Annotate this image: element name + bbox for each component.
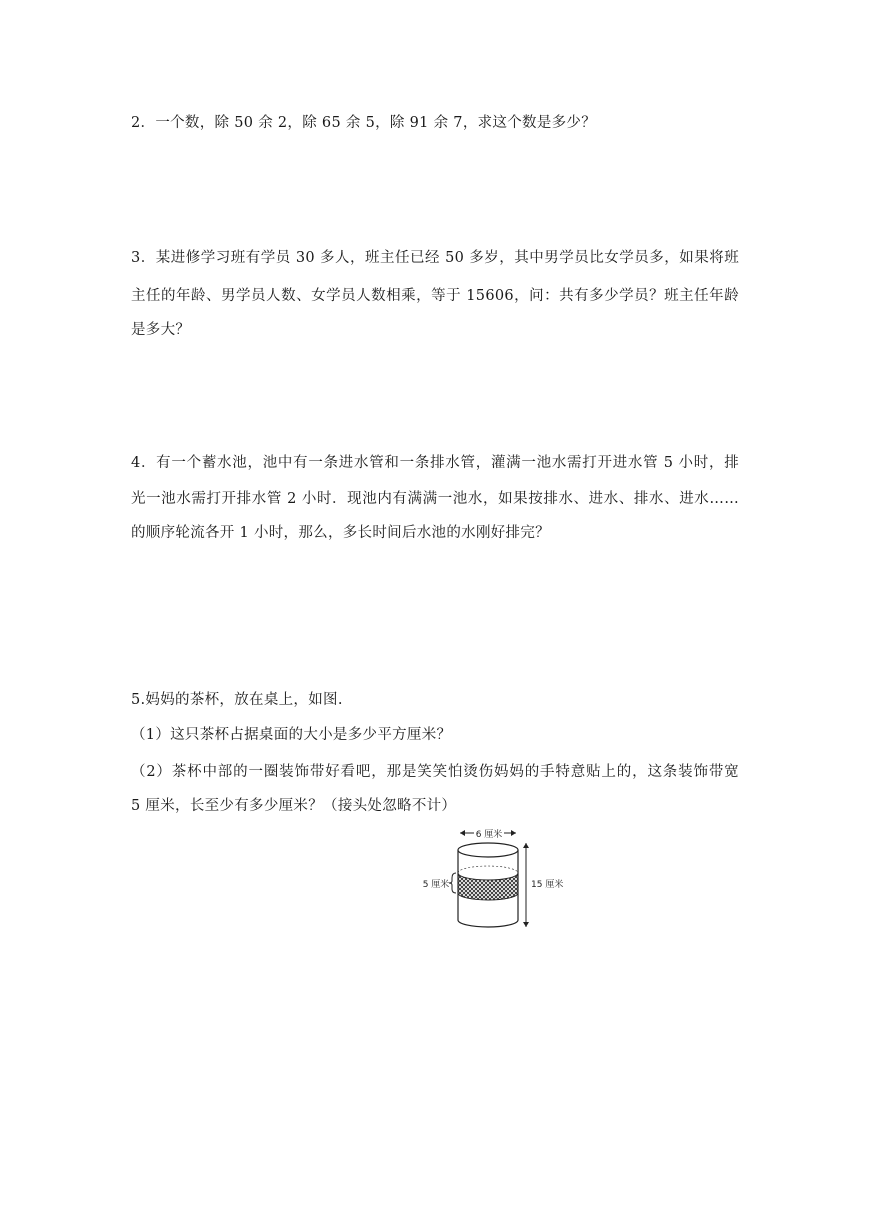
band-label: 5 厘米 xyxy=(422,880,450,890)
question-3-line-3: 是多大？ xyxy=(131,322,191,338)
tea-cup-figure xyxy=(418,823,568,933)
question-5-line-4: 5 厘米，长至少有多少厘米？（接头处忽略不计） xyxy=(131,798,457,814)
question-2-line-1: 2．一个数，除 50 余 2，除 65 余 5，除 91 余 7，求这个数是多少？ xyxy=(131,115,597,131)
diameter-label: 6 厘米 xyxy=(475,830,503,840)
question-5-line-3: （2）茶杯中部的一圈装饰带好看吧，那是笑笑怕烫伤妈妈的手特意贴上的，这条装饰带宽 xyxy=(131,764,739,780)
question-3-line-2: 主任的年龄、男学员人数、女学员人数相乘，等于 15606，问：共有多少学员？班主任年龄 xyxy=(131,288,739,304)
question-5-line-2: （1）这只茶杯占据桌面的大小是多少平方厘米？ xyxy=(131,727,452,743)
decorative-band xyxy=(458,873,518,900)
question-3-line-1: 3．某进修学习班有学员 30 多人，班主任已经 50 多岁，其中男学员比女学员多，如果将班 xyxy=(131,250,739,266)
height-label: 15 厘米 xyxy=(531,880,564,890)
question-4-line-2: 光一池水需打开排水管 2 小时．现池内有满满一池水，如果按排水、进水、排水、进水…… xyxy=(131,491,739,507)
question-4-line-3: 的顺序轮流各开 1 小时，那么，多长时间后水池的水刚好排完？ xyxy=(131,525,550,541)
question-5-line-1: 5.妈妈的茶杯，放在桌上，如图. xyxy=(131,692,343,708)
question-4-line-1: 4．有一个蓄水池，池中有一条进水管和一条排水管，灌满一池水需打开进水管 5 小时，排 xyxy=(131,455,739,471)
